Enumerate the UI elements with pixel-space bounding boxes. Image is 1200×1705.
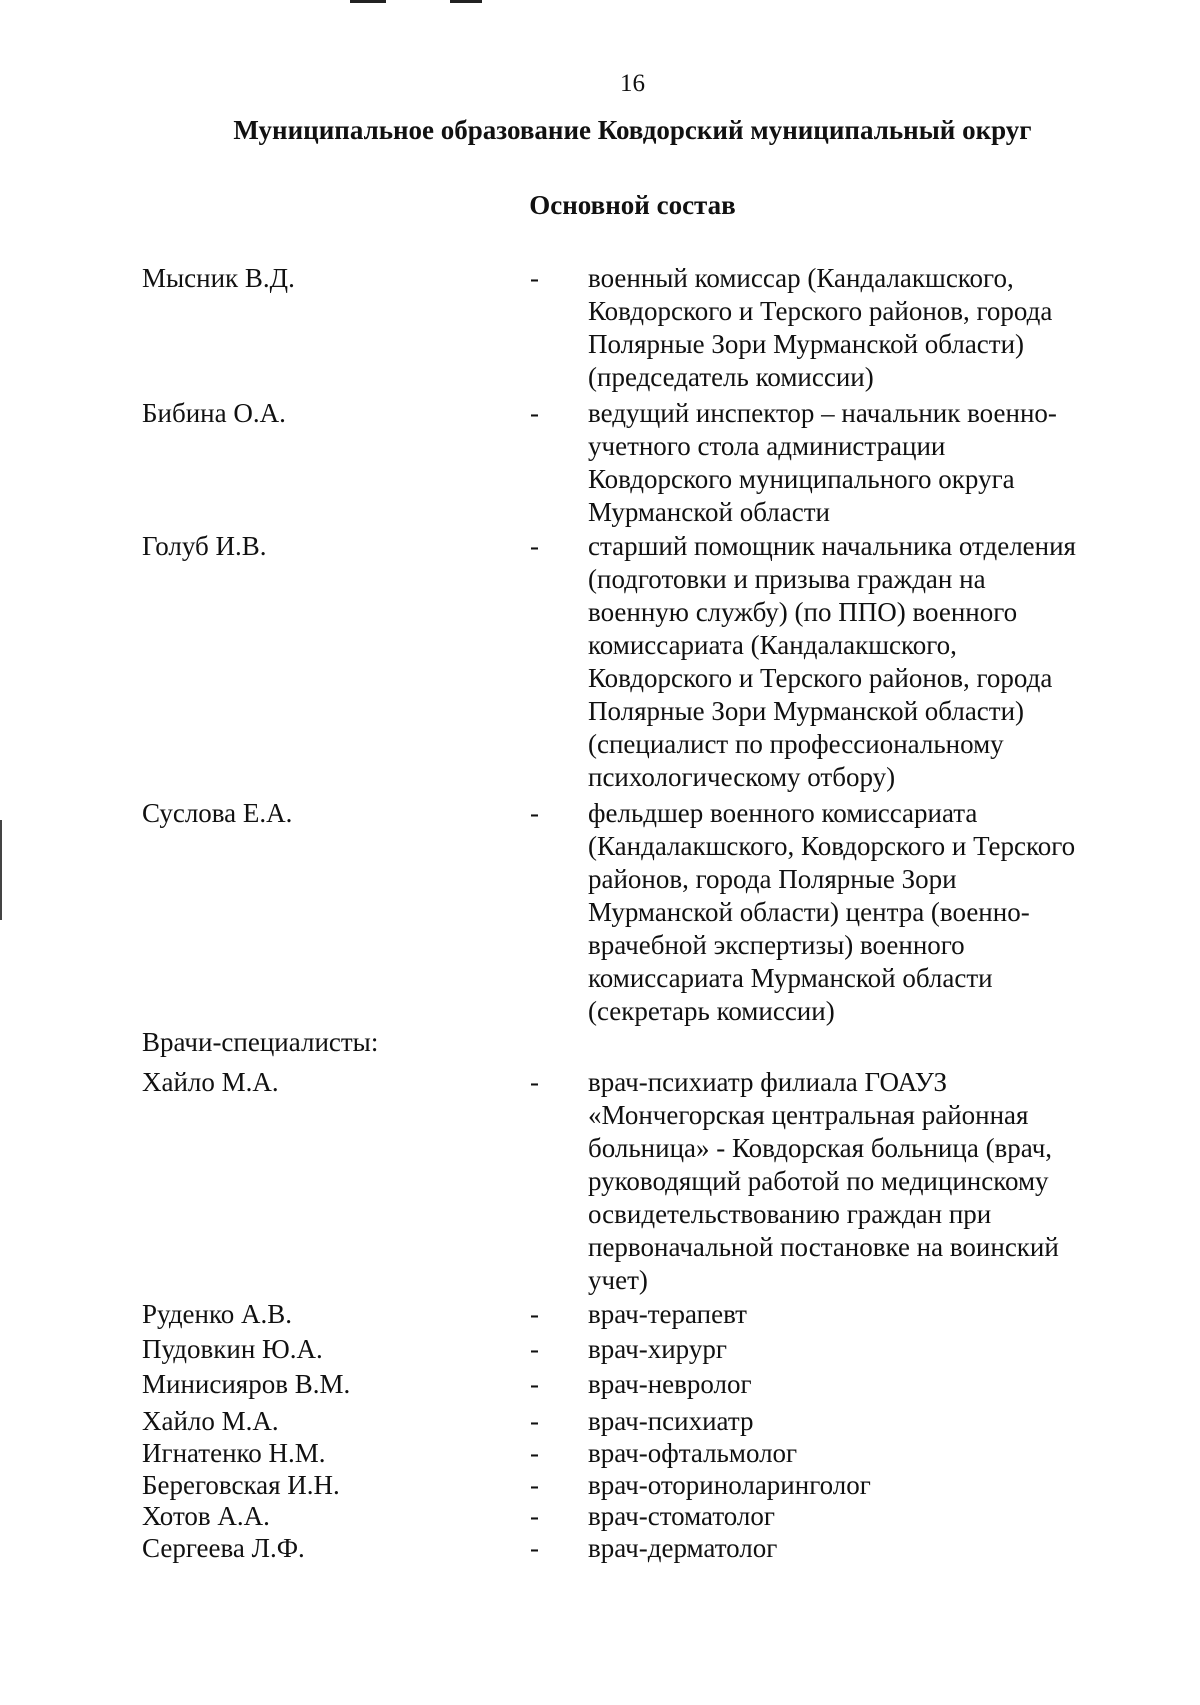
dash: - [530,531,539,561]
role-line: Ковдорского и Терского районов, города [588,296,1053,326]
role-line: Мурманской области [588,497,830,527]
role-line: военную службу) (по ППО) военного [588,597,1018,627]
specialist-role [588,1532,1133,1565]
specialist-name: Хайло М.А. [142,1067,279,1097]
dash: - [530,1334,539,1364]
role-line: врач-оториноларинголог [588,1470,871,1500]
section-title [0,190,1200,221]
dash: - [530,263,539,293]
member-name: Бибина О.А. [142,398,286,428]
role-line: (специалист по профессиональному [588,729,1004,759]
role-line: (председатель комиссии) [588,362,874,392]
dash: - [530,1369,539,1399]
role-line: Мурманской области) центра (военно- [588,897,1030,927]
dash: - [530,1067,539,1097]
role-line: «Мончегорская центральная районная [588,1100,1029,1130]
role-line: врач-терапевт [588,1299,747,1329]
section-title-text: Основной состав [529,190,736,220]
scan-artifact [450,0,482,3]
role-line: врач-дерматолог [588,1533,778,1563]
dash: - [530,398,539,428]
role-line: руководящий работой по медицинскому [588,1166,1049,1196]
role-line: учетного стола администрации [588,431,946,461]
specialist-name: Руденко А.В. [142,1299,292,1329]
role-line: Полярные Зори Мурманской области) [588,329,1025,359]
member-role [588,397,1133,529]
role-line: больница» - Ковдорская больница (врач, [588,1133,1053,1163]
dash: - [530,1438,539,1468]
specialist-role [588,1298,1133,1331]
role-line: врач-хирург [588,1334,727,1364]
member-name: Голуб И.В. [142,531,267,561]
specialist-role [588,1500,1133,1533]
role-line: освидетельствованию граждан при [588,1199,992,1229]
role-line: военный комиссар (Кандалакшского, [588,263,1014,293]
specialists-heading: Врачи-специалисты: [142,1027,379,1057]
specialist-role [588,1333,1133,1366]
dash: - [530,1406,539,1436]
dash: - [530,1501,539,1531]
role-line: районов, города Полярные Зори [588,864,957,894]
role-line: Ковдорского муниципального округа [588,464,1015,494]
member-name: Мысник В.Д. [142,263,295,293]
specialist-role [588,1368,1133,1401]
role-line: врач-психиатр филиала ГОАУЗ [588,1067,948,1097]
org-title: Муниципальное образование Ковдорский муниципальный округ [233,115,1032,145]
dash: - [530,1533,539,1563]
page-number: 16 [620,70,645,97]
role-line: психологическому отбору) [588,762,896,792]
member-name: Суслова Е.А. [142,798,293,828]
role-line: врач-офтальмолог [588,1438,798,1468]
role-line: (подготовки и призыва граждан на [588,564,986,594]
dash: - [530,1299,539,1329]
specialist-role [588,1437,1133,1470]
specialist-name: Береговская И.Н. [142,1470,340,1500]
specialist-name: Игнатенко Н.М. [142,1438,326,1468]
specialist-name: Минисияров В.М. [142,1369,351,1399]
member-role [588,530,1133,794]
specialist-role [588,1405,1133,1438]
role-line: врач-стоматолог [588,1501,775,1531]
dash: - [530,798,539,828]
role-line: Полярные Зори Мурманской области) [588,696,1025,726]
member-role [588,797,1133,1028]
specialist-name: Хотов А.А. [142,1501,270,1531]
specialist-role [588,1469,1133,1502]
role-line: Ковдорского и Терского районов, города [588,663,1053,693]
dash: - [530,1470,539,1500]
role-line: комиссариата (Кандалакшского, [588,630,957,660]
scan-edge-artifact [0,820,2,920]
role-line: старший помощник начальника отделения [588,531,1076,561]
role-line: фельдшер военного комиссариата [588,798,978,828]
member-role [588,262,1133,394]
specialist-name: Пудовкин Ю.А. [142,1334,323,1364]
role-line: врач-психиатр [588,1406,754,1436]
role-line: (Кандалакшского, Ковдорского и Терского [588,831,1076,861]
role-line: (секретарь комиссии) [588,996,835,1026]
role-line: ведущий инспектор – начальник военно- [588,398,1057,428]
role-line: врач-невролог [588,1369,752,1399]
scan-artifact [350,0,386,3]
specialist-role [588,1066,1133,1297]
role-line: врачебной экспертизы) военного [588,930,965,960]
role-line: комиссариата Мурманской области [588,963,993,993]
role-line: учет) [588,1265,648,1295]
specialist-name: Сергеева Л.Ф. [142,1533,305,1563]
specialist-name: Хайло М.А. [142,1406,279,1436]
role-line: первоначальной постановке на воинский [588,1232,1059,1262]
